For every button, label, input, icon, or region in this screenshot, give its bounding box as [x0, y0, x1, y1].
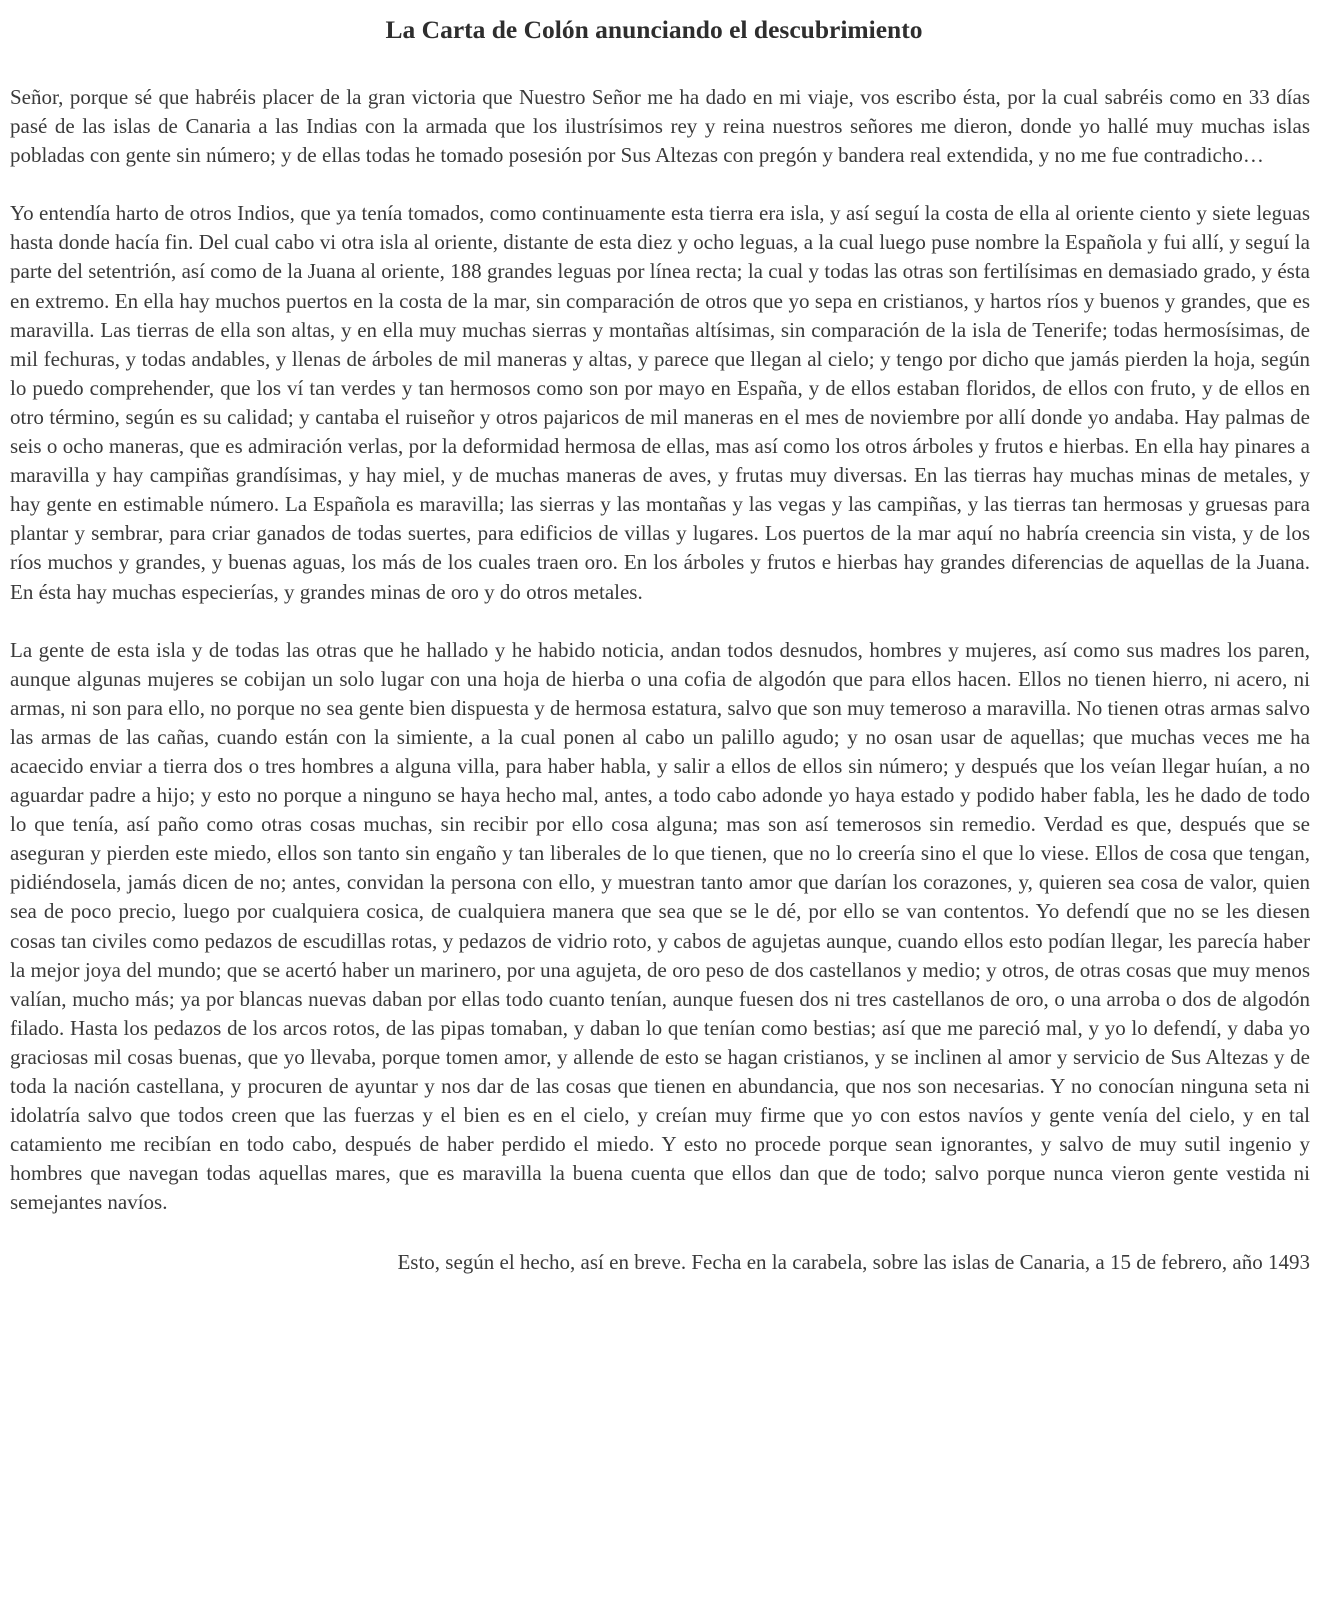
paragraph-people: La gente de esta isla y de todas las otras que he hallado y he habido noticia, andan todos desnudos, hombres y mujeres, así como sus madres los paren, aunque algunas mujeres se cobijan un solo lugar con una hoja de hierba o una cofia de algodón que para ellos hacen. Ellos no tienen hierro, ni acero, ni armas, ni son para ello, no porque no sea gente bien dispuesta y de hermosa estatura, salvo que son muy temeroso a maravilla. No tienen otras armas salvo las armas de las cañas, cuando están con la simiente, a la cual ponen al cabo un palillo agudo; y no osan usar de aquellas; que muchas veces me ha acaecido enviar a tierra dos o tres hombres a alguna villa, para haber habla, y salir a ellos de ellos sin número; y después que los veían llegar huían, a no aguardar padre a hijo; y esto no porque a ninguno se haya hecho mal, antes, a todo cabo adonde yo haya estado y podido haber fabla, les he dado de todo lo que tenía, así paño como otras cosas muchas, sin recibir por ello cosa alguna; mas son así temerosos sin remedio. Verdad es que, después que se aseguran y pierden este miedo, ellos son tanto sin engaño y tan liberales de lo que tienen, que no lo creería sino el que lo viese. Ellos de cosa que tengan, pidiéndosela, jamás dicen de no; antes, convidan la persona con ello, y muestran tanto amor que darían los corazones, y, quieren sea cosa de valor, quien sea de poco precio, luego por cualquiera cosica, de cualquiera manera que sea que se le dé, por ello se van contentos. Yo defendí que no se les diesen cosas tan civiles como pedazos de escudillas rotas, y pedazos de vidrio roto, y cabos de agujetas aunque, cuando ellos esto podían llegar, les parecía haber la mejor joya del mundo; que se acertó haber un marinero, por una agujeta, de oro peso de dos castellanos y medio; y otros, de otras cosas que muy menos valían, mucho más; ya por blancas nuevas daban por ellas todo cuanto tenían, aunque fuesen dos ni tres castellanos de oro, o una arroba o dos de algodón filado. Hasta los pedazos de los arcos rotos, de las pipas tomaban, y daban lo que tenían como bestias; así que me pareció mal, y yo lo defendí, y daba yo graciosas mil cosas buenas, que yo llevaba, porque tomen amor, y allende de esto se hagan cristianos, y se inclinen al amor y servicio de Sus Altezas y de toda la nación castellana, y procuren de ayuntar y nos dar de las cosas que tienen en abundancia, que nos son necesarias. Y no conocían ninguna seta ni idolatría salvo que todos creen que las fuerzas y el bien es en el cielo, y creían muy firme que yo con estos navíos y gente venía del cielo, y en tal catamiento me recibían en todo cabo, después de haber perdido el miedo. Y esto no procede porque sean ignorantes, y salvo de muy sutil ingenio y hombres que navegan todas aquellas mares, que es maravilla la buena cuenta que ellos dan que de todo; salvo porque nunca vieron gente vestida ni semejantes navíos. [10, 637, 1310, 1215]
paragraph-intro: Señor, porque sé que habréis placer de la gran victoria que Nuestro Señor me ha dado en mi viaje, vos escribo ésta, por la cual sabréis como en 33 días pasé de las islas de Canaria a las Indias con la armada que los ilustrísimos rey y reina nuestros señores me dieron, donde yo hallé muy muchas islas pobladas con gente sin número; y de ellas todas he tomado posesión por Sus Altezas con pregón y bandera real extendida, y no me fue contradicho… [10, 85, 1310, 168]
document-page [10, 0, 1310, 1277]
closing-dateline: Esto, según el hecho, así en breve. Fecha en la carabela, sobre las islas de Canaria, a 15 de febrero, año 1493 [397, 1250, 1310, 1275]
document-title: La Carta de Colón anunciando el descubrimiento [385, 15, 923, 44]
paragraph-espanola: Yo entendía harto de otros Indios, que ya tenía tomados, como continuamente esta tierra era isla, y así seguí la costa de ella al oriente ciento y siete leguas hasta donde hacía fin. Del cual cabo vi otra isla al oriente, distante de esta diez y ocho leguas, a la cual luego puse nombre la Española y fui allí, y seguí la parte del setentrión, así como de la Juana al oriente, 188 grandes leguas por línea recta; la cual y todas las otras son fertilísimas en demasiado grado, y ésta en extremo. En ella hay muchos puertos en la costa de la mar, sin comparación de otros que yo sepa en cristianos, y hartos ríos y buenos y grandes, que es maravilla. Las tierras de ella son altas, y en ella muy muchas sierras y montañas altísimas, sin comparación de la isla de Tenerife; todas hermosísimas, de mil fechuras, y todas andables, y llenas de árboles de mil maneras y altas, y parece que llegan al cielo; y tengo por dicho que jamás pierden la hoja, según lo puedo comprehender, que los ví tan verdes y tan hermosos como son por mayo en España, y de ellos estaban floridos, de ellos con fruto, y de ellos en otro término, según es su calidad; y cantaba el ruiseñor y otros pajaricos de mil maneras en el mes de noviembre por allí donde yo andaba. Hay palmas de seis o ocho maneras, que es admiración verlas, por la deformidad hermosa de ellas, mas así como los otros árboles y frutos e hierbas. En ella hay pinares a maravilla y hay campiñas grandísimas, y hay miel, y de muchas maneras de aves, y frutas muy diversas. En las tierras hay muchas minas de metales, y hay gente en estimable número. La Española es maravilla; las sierras y las montañas y las vegas y las campiñas, y las tierras tan hermosas y gruesas para plantar y sembrar, para criar ganados de todas suertes, para edificios de villas y lugares. Los puertos de la mar aquí no habría creencia sin vista, y de los ríos muchos y grandes, y buenas aguas, los más de los cuales traen oro. En los árboles y frutos e hierbas hay grandes diferencias de aquellas de la Juana. En ésta hay muchas especierías, y grandes minas de oro y do otros metales. [10, 201, 1310, 604]
